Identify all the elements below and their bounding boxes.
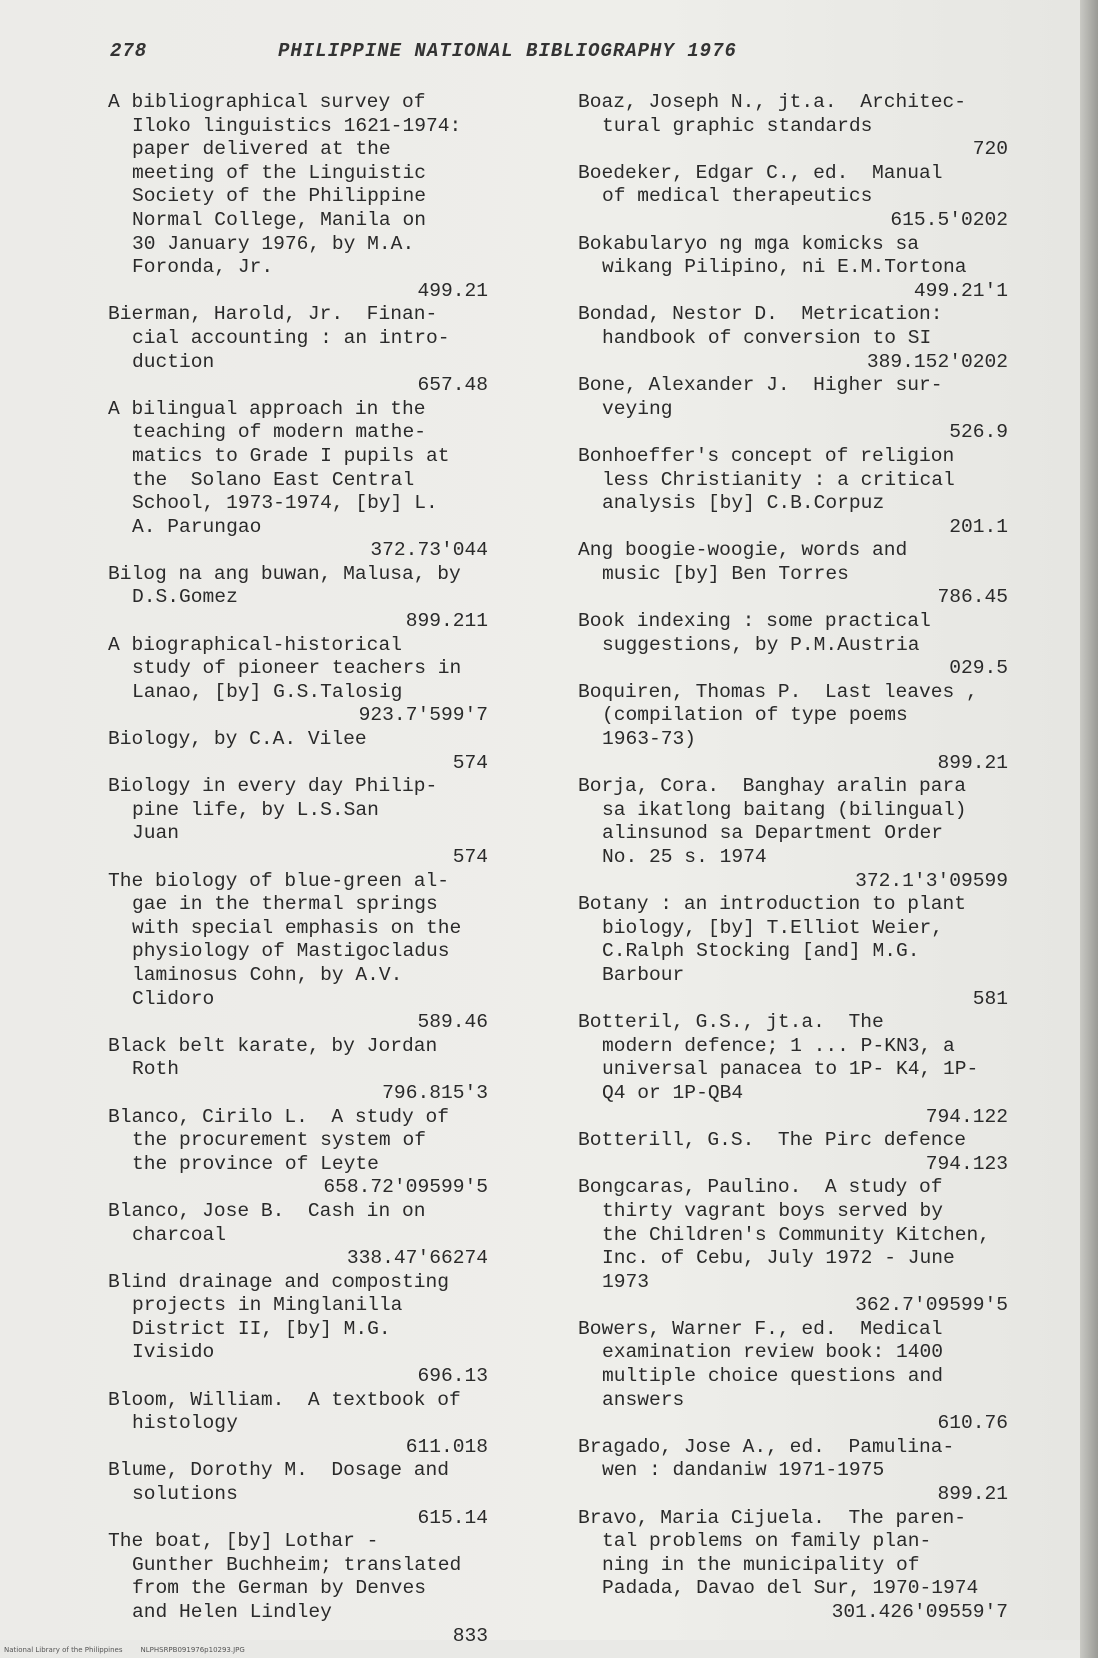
entry-line: Bragado, Jose A., ed. Pamulina- <box>578 1435 955 1458</box>
classification-number: 589.46 <box>417 1011 488 1034</box>
entry-line: Ivisido <box>132 1341 215 1364</box>
entry-line: Society of the Philippine <box>132 185 426 208</box>
entry-line: District II, [by] M.G. <box>132 1317 391 1340</box>
entry-line: from the German by Denves <box>132 1577 426 1600</box>
entry-line: alinsunod sa Department Order <box>602 822 943 845</box>
classification-number: 833 <box>452 1624 488 1647</box>
bibliography-entry <box>578 610 1008 681</box>
bibliography-entry <box>108 1106 488 1200</box>
entry-line: multiple choice questions and <box>602 1365 943 1388</box>
entry-line: paper delivered at the <box>132 138 391 161</box>
classification-number: 029.5 <box>949 657 1008 680</box>
bibliography-entry <box>578 539 1008 610</box>
entry-line: Botany : an introduction to plant <box>578 893 967 916</box>
classification-number: 362.7'09599'5 <box>855 1294 1008 1317</box>
entry-line: Bowers, Warner F., ed. Medical <box>578 1317 943 1340</box>
bibliography-entry <box>108 870 488 1035</box>
entry-line: matics to Grade I pupils at <box>132 444 450 467</box>
entry-line: Q4 or 1P-QB4 <box>602 1081 744 1104</box>
entry-line: the Solano East Central <box>132 468 415 491</box>
entry-line: tal problems on family plan- <box>602 1530 932 1553</box>
entry-line: suggestions, by P.M.Austria <box>602 633 920 656</box>
classification-number: 372.1'3'09599 <box>855 869 1008 892</box>
entry-line: analysis [by] C.B.Corpuz <box>602 492 885 515</box>
entry-line: Biology in every day Philip- <box>108 775 438 798</box>
bibliography-entry <box>108 1389 488 1460</box>
bibliography-entry <box>108 1035 488 1106</box>
entry-line: histology <box>132 1412 238 1435</box>
classification-number: 611.018 <box>405 1435 488 1458</box>
classification-number: 899.21 <box>937 751 1008 774</box>
classification-number: 720 <box>972 138 1008 161</box>
classification-number: 696.13 <box>417 1365 488 1388</box>
bibliography-entry <box>578 1436 1008 1507</box>
bibliography-entry <box>578 1129 1008 1176</box>
entry-line: Boquiren, Thomas P. Last leaves , <box>578 680 978 703</box>
entry-line: meeting of the Linguistic <box>132 161 426 184</box>
entry-line: Gunther Buchheim; translated <box>132 1553 462 1576</box>
bibliography-entry <box>108 634 488 728</box>
bibliography-entry <box>578 1011 1008 1129</box>
entry-line: the procurement system of <box>132 1129 426 1152</box>
entry-line: The biology of blue-green al- <box>108 869 449 892</box>
entry-line: 30 January 1976, by M.A. <box>132 232 415 255</box>
entry-line: Bloom, William. A textbook of <box>108 1388 461 1411</box>
entry-line: wikang Pilipino, ni E.M.Tortona <box>602 256 967 279</box>
entry-line: Blume, Dorothy M. Dosage and <box>108 1459 449 1482</box>
entry-line: universal panacea to 1P- K4, 1P- <box>602 1058 979 1081</box>
entry-line: Roth <box>132 1058 180 1081</box>
classification-number: 526.9 <box>949 421 1008 444</box>
page-number: 278 <box>110 40 148 62</box>
entry-line: Boaz, Joseph N., jt.a. Architec- <box>578 91 967 113</box>
bibliography-entry <box>108 1200 488 1271</box>
classification-number: 574 <box>452 751 488 774</box>
entry-line: the province of Leyte <box>132 1152 379 1175</box>
entry-line: ning in the municipality of <box>602 1553 920 1576</box>
bibliography-entry <box>108 1271 488 1389</box>
entry-line: laminosus Cohn, by A.V. <box>132 963 403 986</box>
entry-line: Bravo, Maria Cijuela. The paren- <box>578 1506 967 1529</box>
classification-number: 610.76 <box>937 1412 1008 1435</box>
entry-line: sa ikatlong baitang (bilingual) <box>602 798 967 821</box>
entry-line: examination review book: 1400 <box>602 1341 943 1364</box>
bibliography-entry <box>578 1176 1008 1318</box>
entry-line: teaching of modern mathe- <box>132 421 426 444</box>
entry-line: Juan <box>132 822 180 845</box>
bibliography-entry <box>108 775 488 869</box>
entry-line: A bibliographical survey of <box>108 91 426 113</box>
entry-line: Bokabularyo ng mga komicks sa <box>578 232 919 255</box>
entry-line: and Helen Lindley <box>132 1601 332 1623</box>
entry-line: music [by] Ben Torres <box>602 562 849 585</box>
entry-line: projects in Minglanilla <box>132 1294 403 1317</box>
entry-line: Bongcaras, Paulino. A study of <box>578 1176 943 1199</box>
entry-line: C.Ralph Stocking [and] M.G. <box>602 940 920 963</box>
bibliography-entry <box>578 681 1008 775</box>
classification-number: 899.211 <box>405 610 488 633</box>
classification-number: 794.123 <box>925 1152 1008 1175</box>
bibliography-entry <box>578 91 1008 162</box>
entry-line: Blanco, Jose B. Cash in on <box>108 1199 426 1222</box>
entry-line: A. Parungao <box>132 515 262 538</box>
page-title: PHILIPPINE NATIONAL BIBLIOGRAPHY 1976 <box>278 40 737 62</box>
entry-line: Botterill, G.S. The Pirc defence <box>578 1129 967 1152</box>
entry-line: No. 25 s. 1974 <box>602 846 767 868</box>
bibliography-entry <box>578 893 1008 1011</box>
entry-line: gae in the thermal springs <box>132 893 438 916</box>
bibliography-entry <box>108 1530 488 1648</box>
entry-line: Boedeker, Edgar C., ed. Manual <box>578 161 943 184</box>
classification-number: 615.14 <box>417 1506 488 1529</box>
entry-line: (compilation of type poems <box>602 704 908 727</box>
entry-line: cial accounting : an intro- <box>132 326 450 349</box>
entry-line: tural graphic standards <box>602 114 873 137</box>
entry-line: study of pioneer teachers in <box>132 657 462 680</box>
entry-line: Clidoro <box>132 987 215 1010</box>
bibliography-entry <box>578 162 1008 233</box>
entry-line: duction <box>132 350 215 373</box>
classification-number: 657.48 <box>417 374 488 397</box>
entry-line: handbook of conversion to SI <box>602 326 932 349</box>
classification-number: 786.45 <box>937 586 1008 609</box>
classification-number: 899.21 <box>937 1483 1008 1506</box>
entry-line: thirty vagrant boys served by <box>602 1199 943 1222</box>
entry-line: Bonhoeffer's concept of religion <box>578 444 955 467</box>
classification-number: 796.815'3 <box>382 1081 488 1104</box>
entry-line: School, 1973-1974, [by] L. <box>132 492 438 515</box>
classification-number: 794.122 <box>925 1105 1008 1128</box>
entry-line: A biographical-historical <box>108 633 402 656</box>
entry-line: the Children's Community Kitchen, <box>602 1223 991 1246</box>
entry-line: Biology, by C.A. Vilee <box>108 728 367 751</box>
classification-number: 658.72'09599'5 <box>323 1176 488 1199</box>
left-column <box>108 91 488 1648</box>
entry-line: biology, [by] T.Elliot Weier, <box>602 916 943 939</box>
bibliography-entry <box>578 233 1008 304</box>
entry-line: Bilog na ang buwan, Malusa, by <box>108 562 461 585</box>
scan-footer <box>4 1646 245 1654</box>
bibliography-entry <box>108 303 488 397</box>
page-edge-shadow <box>1080 0 1098 1658</box>
bibliography-entry <box>578 445 1008 539</box>
entry-line: Bondad, Nestor D. Metrication: <box>578 303 943 326</box>
bibliography-entry <box>108 563 488 634</box>
entry-line: pine life, by L.S.San <box>132 798 379 821</box>
entry-line: Lanao, [by] G.S.Talosig <box>132 680 403 703</box>
entry-line: 1963-73) <box>602 728 697 751</box>
entry-line: with special emphasis on the <box>132 916 462 939</box>
bibliography-entry <box>108 728 488 775</box>
classification-number: 615.5'0202 <box>890 208 1008 231</box>
bibliography-entry <box>578 303 1008 374</box>
classification-number: 389.152'0202 <box>866 350 1008 373</box>
bibliography-entry <box>578 1507 1008 1625</box>
classification-number: 574 <box>452 846 488 868</box>
classification-number: 499.21'1 <box>913 279 1008 302</box>
entry-line: Botteril, G.S., jt.a. The <box>578 1011 884 1034</box>
entry-line: 1973 <box>602 1270 650 1293</box>
right-column <box>578 91 1008 1625</box>
entry-line: Blanco, Cirilo L. A study of <box>108 1105 449 1128</box>
classification-number: 301.426'09559'7 <box>831 1601 1008 1623</box>
entry-line: Bone, Alexander J. Higher sur- <box>578 374 943 397</box>
footer-institution: National Library of the Philippines <box>4 1646 123 1654</box>
entry-line: Blind drainage and composting <box>108 1270 449 1293</box>
entry-line: Barbour <box>602 963 685 986</box>
bibliography-entry <box>578 374 1008 445</box>
classification-number: 499.21 <box>417 279 488 302</box>
entry-line: physiology of Mastigocladus <box>132 940 450 963</box>
entry-line: of medical therapeutics <box>602 185 873 208</box>
bibliography-entry <box>578 1318 1008 1436</box>
bibliography-entry <box>108 1459 488 1530</box>
entry-line: Borja, Cora. Banghay aralin para <box>578 775 967 798</box>
classification-number: 923.7'599'7 <box>358 704 488 727</box>
classification-number: 372.73'044 <box>370 539 488 562</box>
bibliography-entry <box>108 91 488 303</box>
entry-line: The boat, [by] Lothar - <box>108 1530 379 1553</box>
bibliography-entry <box>108 398 488 563</box>
entry-line: A bilingual approach in the <box>108 397 426 420</box>
classification-number: 201.1 <box>949 515 1008 538</box>
entry-line: Inc. of Cebu, July 1972 - June <box>602 1247 955 1270</box>
entry-line: Book indexing : some practical <box>578 610 931 633</box>
entry-line: veying <box>602 397 673 420</box>
bibliography-entry <box>578 775 1008 893</box>
entry-line: Black belt karate, by Jordan <box>108 1034 438 1057</box>
classification-number: 581 <box>972 987 1008 1010</box>
entry-line: Foronda, Jr. <box>132 256 274 279</box>
entry-line: less Christianity : a critical <box>602 468 955 491</box>
entry-line: solutions <box>132 1483 238 1506</box>
entry-line: Normal College, Manila on <box>132 208 426 231</box>
entry-line: modern defence; 1 ... P-KN3, a <box>602 1034 955 1057</box>
entry-line: Padada, Davao del Sur, 1970-1974 <box>602 1577 979 1600</box>
entry-line: Bierman, Harold, Jr. Finan- <box>108 303 438 326</box>
entry-line: wen : dandaniw 1971-1975 <box>602 1459 885 1482</box>
footer-file-id: NLPHSRPB091976p10293.JPG <box>140 1646 245 1654</box>
entry-line: Iloko linguistics 1621-1974: <box>132 114 462 137</box>
classification-number: 338.47'66274 <box>346 1247 488 1270</box>
entry-line: D.S.Gomez <box>132 586 238 609</box>
entry-line: charcoal <box>132 1223 227 1246</box>
entry-line: Ang boogie-woogie, words and <box>578 539 908 562</box>
entry-line: answers <box>602 1388 685 1411</box>
